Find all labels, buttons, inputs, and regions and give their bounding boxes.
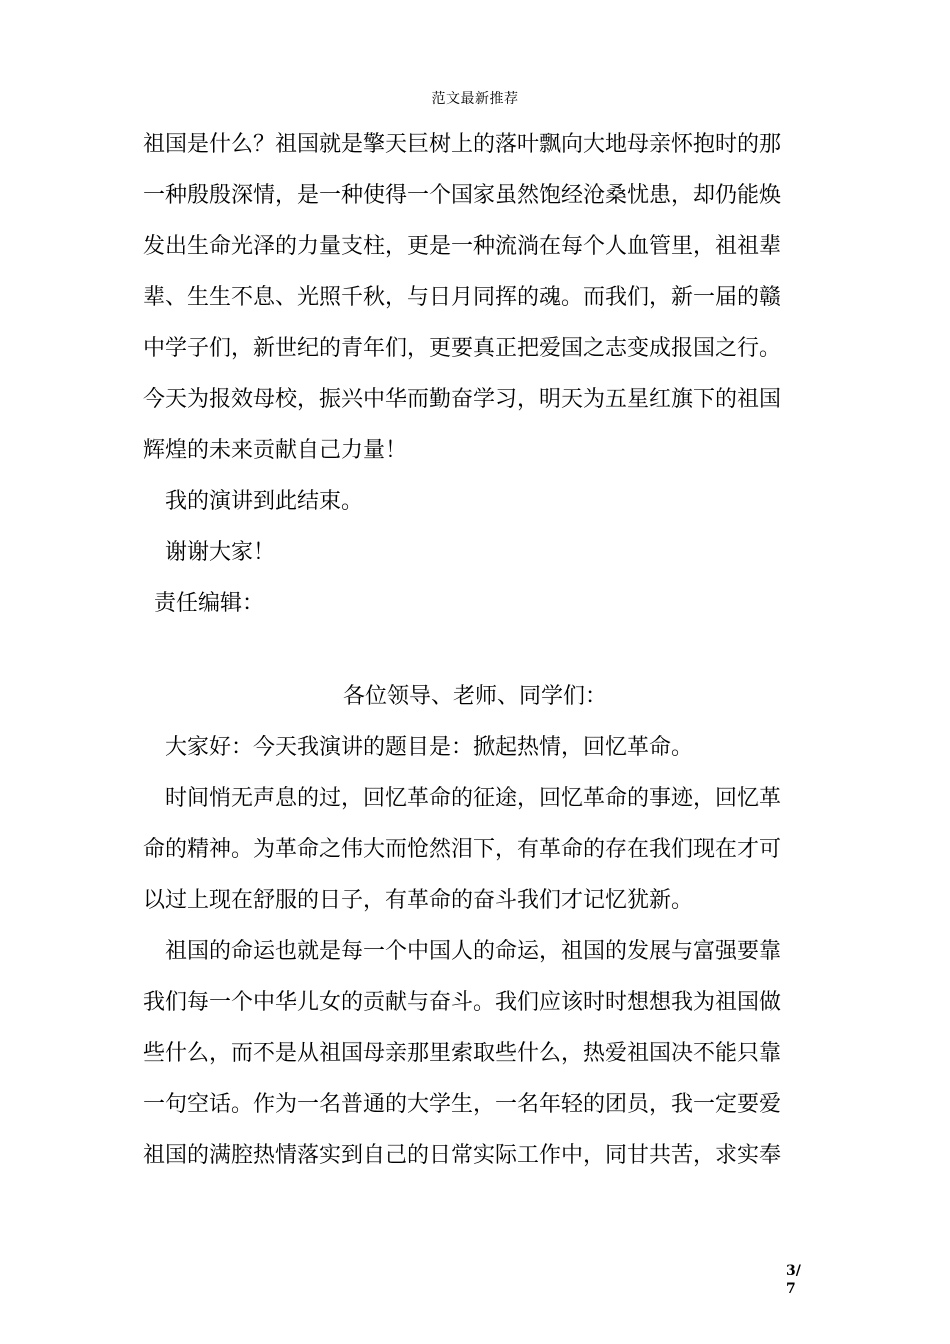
text-line: 我们每一个中华儿女的贡献与奋斗。我们应该时时想想我为祖国做 <box>143 990 782 1015</box>
page-header: 范文最新推荐 <box>431 91 519 107</box>
greeting-line: 大家好：今天我演讲的题目是：掀起热情，回忆革命。 <box>165 735 694 760</box>
text-line: 祖国的命运也就是每一个中国人的命运，祖国的发展与富强要靠 <box>165 939 782 964</box>
text-line: 一种殷殷深情，是一种使得一个国家虽然饱经沧桑忧患，却仍能焕 <box>143 183 782 208</box>
text-line: 发出生命光泽的力量支柱，更是一种流淌在每个人血管里，祖祖辈 <box>143 234 782 259</box>
salutation: 各位领导、老师、同学们： <box>342 684 607 709</box>
closing-line: 我的演讲到此结束。 <box>165 489 364 514</box>
page-number-total: 7 <box>786 1281 796 1297</box>
text-line: 以过上现在舒服的日子，有革命的奋斗我们才记忆犹新。 <box>143 888 694 913</box>
text-line: 辈、生生不息、光照千秋，与日月同挥的魂。而我们，新一届的赣 <box>143 285 782 310</box>
page-number <box>786 1262 810 1298</box>
page-number-current: 3/ <box>786 1263 801 1279</box>
text-line: 时间悄无声息的过，回忆革命的征途，回忆革命的事迹，回忆革 <box>165 786 782 811</box>
text-line: 今天为报效母校，振兴中华而勤奋学习，明天为五星红旗下的祖国 <box>143 387 782 412</box>
text-line: 些什么，而不是从祖国母亲那里索取些什么，热爱祖国决不能只靠 <box>143 1041 782 1066</box>
text-line: 命的精神。为革命之伟大而怆然泪下，有革命的存在我们现在才可 <box>143 837 782 862</box>
editor-label: 责任编辑： <box>154 591 265 616</box>
thanks-line: 谢谢大家！ <box>165 540 276 565</box>
text-line: 辉煌的未来贡献自己力量！ <box>143 438 408 463</box>
text-line: 祖国的满腔热情落实到自己的日常实际工作中，同甘共苦，求实奉 <box>143 1143 782 1168</box>
text-line: 中学子们，新世纪的青年们，更要真正把爱国之志变成报国之行。 <box>143 336 782 361</box>
text-line: 祖国是什么？祖国就是擎天巨树上的落叶飘向大地母亲怀抱时的那 <box>143 132 782 157</box>
text-line: 一句空话。作为一名普通的大学生，一名年轻的团员，我一定要爱 <box>143 1092 782 1117</box>
